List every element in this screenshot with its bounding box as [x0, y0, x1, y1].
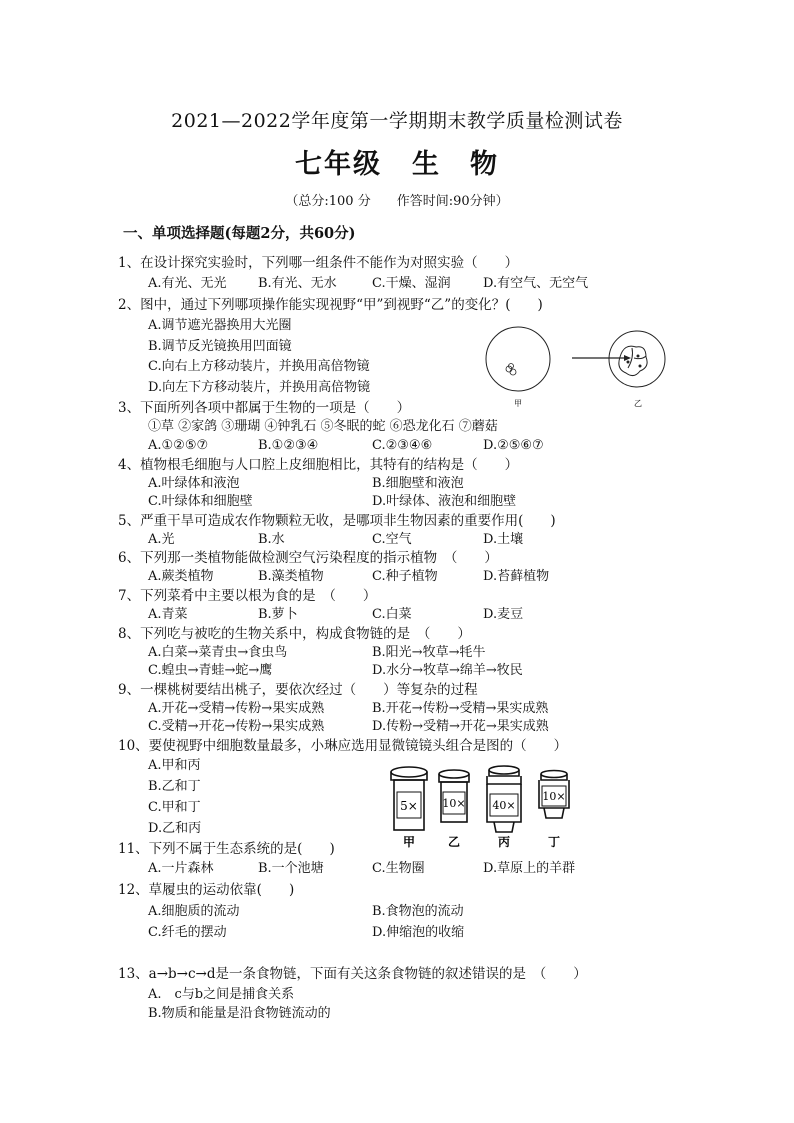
option: D.草原上的羊群 [483, 861, 576, 876]
lens-label: 乙 [447, 835, 461, 849]
subject-label: 生 物 [412, 149, 499, 180]
question-stem: 9、一棵桃树要结出桃子，要依次经过（ ）等复杂的过程 [118, 682, 478, 698]
magnification-label: 40× [492, 799, 516, 812]
option: D.土壤 [483, 532, 524, 547]
option: D.乙和丙 [148, 821, 202, 836]
question-sub-list: ①草 ②家鸽 ③珊瑚 ④钟乳石 ⑤冬眠的蛇 ⑥恐龙化石 ⑦蘑菇 [148, 419, 498, 434]
option: A. c与b之间是捕食关系 [148, 987, 295, 1002]
option: D.麦豆 [483, 607, 524, 622]
option: B.细胞壁和液泡 [372, 476, 464, 491]
option: D.苔藓植物 [483, 569, 550, 584]
option: A.开花→受精→传粉→果实成熟 [148, 701, 325, 716]
option: D.水分→牧草→绵羊→牧民 [372, 663, 523, 678]
option: B.物质和能量是沿食物链流动的 [148, 1006, 331, 1021]
question-stem: 3、下面所列各项中都属于生物的一项是（ ） [118, 400, 411, 416]
option: C.向右上方移动装片，并换用高倍物镜 [148, 359, 370, 374]
figure-label: 甲 [514, 399, 522, 408]
magnification-label: 10× [542, 790, 566, 803]
option: C.生物圈 [372, 861, 425, 876]
figure-label: 乙 [634, 399, 642, 408]
question-stem: 7、下列菜肴中主要以根为食的是 （ ） [118, 588, 377, 604]
option: C.空气 [372, 532, 412, 547]
question-stem: 10、要使视野中细胞数量最多，小琳应选用显微镜镜头组合是图的（ ） [118, 738, 568, 754]
field-jia-circle [486, 327, 550, 391]
option: A.白菜→菜青虫→食虫鸟 [148, 645, 288, 660]
option: C.白菜 [372, 607, 412, 622]
question-stem: 12、草履虫的运动依靠( ) [118, 882, 295, 898]
option: D.向左下方移动装片，并换用高倍物镜 [148, 380, 371, 395]
option: A.调节遮光器换用大光圈 [148, 318, 292, 333]
option: B.水 [258, 532, 285, 547]
option: A.光 [148, 532, 175, 547]
option: C.甲和丁 [148, 800, 201, 815]
question-stem: 5、严重干旱可造成农作物颗粒无收，是哪项非生物因素的重要作用( ) [118, 513, 556, 529]
option: A.叶绿体和液泡 [148, 476, 240, 491]
large-cells-icon [619, 346, 647, 375]
magnification-label: 5× [400, 799, 418, 813]
option: C.受精→开花→传粉→果实成熟 [148, 719, 325, 734]
option: A.细胞质的流动 [148, 904, 240, 919]
exam-title: 2021—2022学年度第一学期期末教学质量检测试卷 [171, 110, 623, 132]
option: A.甲和丙 [148, 758, 201, 773]
option: B.阳光→牧草→牦牛 [372, 645, 486, 660]
grade-label: 七年级 [295, 149, 382, 180]
option: C.②③④⑥ [372, 438, 433, 453]
option: C.蝗虫→青蛙→蛇→鹰 [148, 663, 273, 678]
option: A.青菜 [148, 607, 188, 622]
small-cells-icon [506, 364, 516, 376]
option: D.有空气、无空气 [483, 276, 589, 291]
option: A.一片森林 [148, 861, 214, 876]
magnification-label: 10× [442, 797, 466, 810]
lens-label: 丙 [497, 835, 511, 849]
field-of-view-figure [484, 322, 674, 410]
question-stem: 8、下列吃与被吃的生物关系中，构成食物链的是 （ ） [118, 626, 471, 642]
lens-label: 甲 [402, 835, 416, 849]
section-title: 一、单项选择题(每题2分，共60分) [123, 225, 356, 242]
question-stem: 4、植物根毛细胞与人口腔上皮细胞相比，其特有的结构是（ ） [118, 457, 519, 473]
question-stem: 2、图中，通过下列哪项操作能实现视野“甲”到视野“乙”的变化？( ) [118, 297, 543, 313]
option: D.叶绿体、液泡和细胞壁 [372, 494, 517, 509]
exam-meta: （总分:100 分 作答时间:90分钟） [285, 194, 509, 209]
option: A.有光、无光 [148, 276, 227, 291]
option: C.种子植物 [372, 569, 438, 584]
option: C.干燥、湿润 [372, 276, 451, 291]
option: B.乙和丁 [148, 779, 201, 794]
option: B.藻类植物 [258, 569, 324, 584]
question-stem: 13、a→b→c→d是一条食物链，下面有关这条食物链的叙述错误的是 （ ） [118, 966, 587, 982]
option: D.②⑤⑥⑦ [483, 438, 544, 453]
option: B.开花→传粉→受精→果实成熟 [372, 701, 549, 716]
option: C.纤毛的摆动 [148, 925, 227, 940]
option: B.一个池塘 [258, 861, 324, 876]
option: C.叶绿体和细胞壁 [148, 494, 253, 509]
option: B.①②③④ [258, 438, 319, 453]
option: A.①②⑤⑦ [148, 438, 209, 453]
subject-line [0, 142, 794, 181]
lens-figure [384, 764, 584, 850]
lens-label: 丁 [547, 835, 561, 849]
option: D.传粉→受精→开花→果实成熟 [372, 719, 549, 734]
option: B.有光、无水 [258, 276, 337, 291]
option: B.萝卜 [258, 607, 298, 622]
option: A.蕨类植物 [148, 569, 214, 584]
question-stem: 6、下列那一类植物能做检测空气污染程度的指示植物 （ ） [118, 550, 498, 566]
option: B.食物泡的流动 [372, 904, 464, 919]
arrow-head-icon [624, 355, 631, 361]
question-stem: 1、在设计探究实验时，下列哪一组条件不能作为对照实验（ ） [118, 255, 519, 271]
question-stem: 11、下列不属于生态系统的是( ) [118, 841, 335, 857]
option: D.伸缩泡的收缩 [372, 925, 465, 940]
option: B.调节反光镜换用凹面镜 [148, 339, 292, 354]
